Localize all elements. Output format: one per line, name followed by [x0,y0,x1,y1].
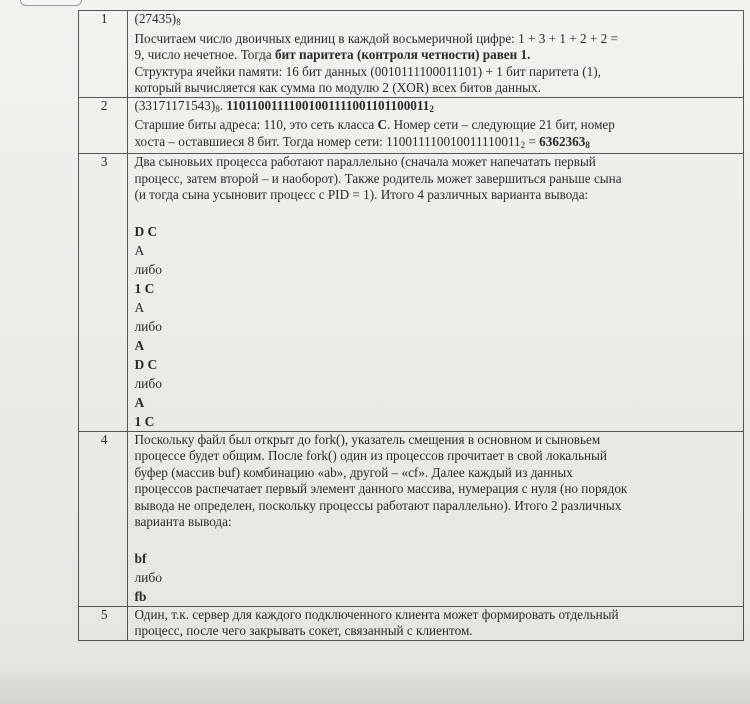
output-line: либо [134,375,163,391]
output-line: fb [134,588,147,604]
output-line: 1 C [134,413,155,429]
table-row [79,97,744,154]
row-number: 4 [79,431,128,606]
text-line: буфер (массив buf) комбинацию «ab», другой – «cf». Далее каждый из данных [134,464,573,480]
text-line: хоста – оставшиеся 8 бит. Тогда номер сети: $110011110010011110011_2 = 6362363_8$ [134,133,590,150]
row-number: 1 [79,11,128,98]
output-line: либо [134,318,163,334]
table-row [79,431,744,606]
text-line: $(33171171543)_8$. $11011001111001001111001101100011_2$ [134,97,434,114]
text-line: который вычисляется как сумма по модулю 2 (XOR) всех битов данных. [134,80,541,95]
output-line: A [134,337,145,353]
text-line: процесс, затем второй – и наоборот). Также родитель может завершиться раньше сына [134,170,622,186]
text-line: (и тогда сына усыновит процесс с PID = 1). Итого 4 различных варианта вывода: [134,187,589,202]
output-line: либо [134,569,163,585]
table-row [79,606,744,640]
solutions-table [78,10,744,641]
text-line: вывода не определен, поскольку процессы работают параллельно). Итого 2 различных [134,497,622,513]
output-line: D C [134,223,158,239]
text-line: процессе будет общим. После fork() один из процессов прочитает в свой локальный [134,448,607,463]
table-row [79,11,744,98]
output-line: A [134,299,145,315]
row-text [128,431,744,606]
row-text [128,154,744,432]
spacer [134,204,739,222]
output-line: bf [134,550,147,566]
output-line: 1 C [134,280,155,296]
text-line: $(27435)_8$ [134,11,181,27]
row-text [128,606,744,640]
text-line: Поскольку файл был открыт до fork(), указатель смещения в основном и сыновьем [134,431,601,447]
output-variants [134,222,739,431]
text-line: Старшие биты адреса: 110, это сеть класса C. Номер сети – следующие 21 бит, номер [134,117,615,132]
output-line: A [134,394,145,410]
row-number: 3 [79,154,128,432]
output-line: либо [134,261,163,277]
row-number: 2 [79,97,128,154]
spacer [134,531,739,549]
text-line: Структура ячейки памяти: 16 бит данных (0010111100011101) + 1 бит паритета (1), [134,63,601,79]
text-line: Два сыновьих процесса работают параллельно (сначала может напечатать первый [134,154,596,169]
row-text [128,11,744,98]
photo-shadow [0,664,750,704]
row-text [128,97,744,154]
row-number: 5 [79,606,128,640]
output-variants [134,549,739,606]
text-line: 9, число нечетное. Тогда бит паритета (контроля четности) равен 1. [134,47,531,62]
text-line: варианта вывода: [134,514,232,529]
text-line: Один, т.к. сервер для каждого подключенного клиента может формировать отдельный [134,606,619,622]
output-line: A [134,242,145,258]
table-row [79,154,744,432]
bold-text: бит паритета (контроля четности) равен 1. [275,47,531,62]
corner-mark [20,0,82,6]
text-line: Посчитаем число двоичных единиц в каждой восьмеричной цифре: 1 + 3 + 1 + 2 + 2 = [134,30,618,46]
text-line: процессов распечатает первый элемент данного массива, нумерация с нуля (но порядок [134,481,628,496]
output-line: D C [134,356,158,372]
text-line: процесс, после чего закрывать сокет, связанный с клиентом. [134,623,473,638]
